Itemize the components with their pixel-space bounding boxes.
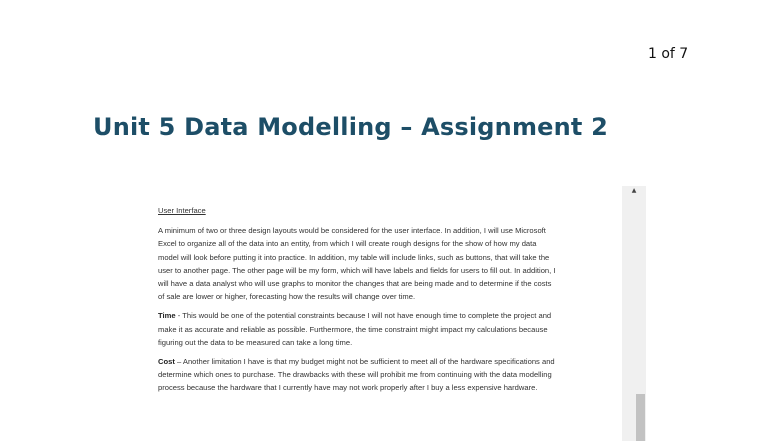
document-preview[interactable] xyxy=(148,186,646,441)
section-heading: User Interface xyxy=(158,206,206,215)
page-counter: 1 of 7 xyxy=(648,46,689,62)
paragraph-time xyxy=(158,309,558,349)
term-time: Time xyxy=(158,311,176,321)
vertical-scrollbar[interactable] xyxy=(622,186,646,441)
paragraph-user-interface: A minimum of two or three design layouts would be considered for the user interface. In addition, I will use Microsoft Excel to organize all of the data into an entity, from which I will create rough designs for the show of how my data model will look before putting it into practice. In addition, my table will include links, such as buttons, that will take the user to another page. The other page will be my form, which will have labels and fields for users to fill out. In addition, I will have a data analyst who will use graphs to monitor the changes that are being made and to determine if the costs of sale are lower or higher, forecasting how the results will change over time. xyxy=(158,226,556,302)
time-text: - This would be one of the potential constraints because I will not have enough time to complete the project and make it as accurate and reliable as possible. Furthermore, the time constraint might impact my calculations because figuring out the data to be measured can take a long time. xyxy=(158,311,552,347)
scroll-up-icon[interactable]: ▲ xyxy=(631,187,637,194)
page-title: Unit 5 Data Modelling – Assignment 2 xyxy=(93,113,609,141)
document-content xyxy=(158,204,558,401)
term-cost: Cost xyxy=(158,357,175,367)
scrollbar-thumb[interactable] xyxy=(636,394,645,441)
paragraph-cost xyxy=(158,355,558,395)
cost-text: – Another limitation I have is that my budget might not be sufficient to meet all of the hardware specifications and determine which ones to purchase. The drawbacks with these will prohibit me from continuing with the data modelling process because the hardware that I currently have may not work properly after I buy a less expensive hardware. xyxy=(158,357,555,393)
